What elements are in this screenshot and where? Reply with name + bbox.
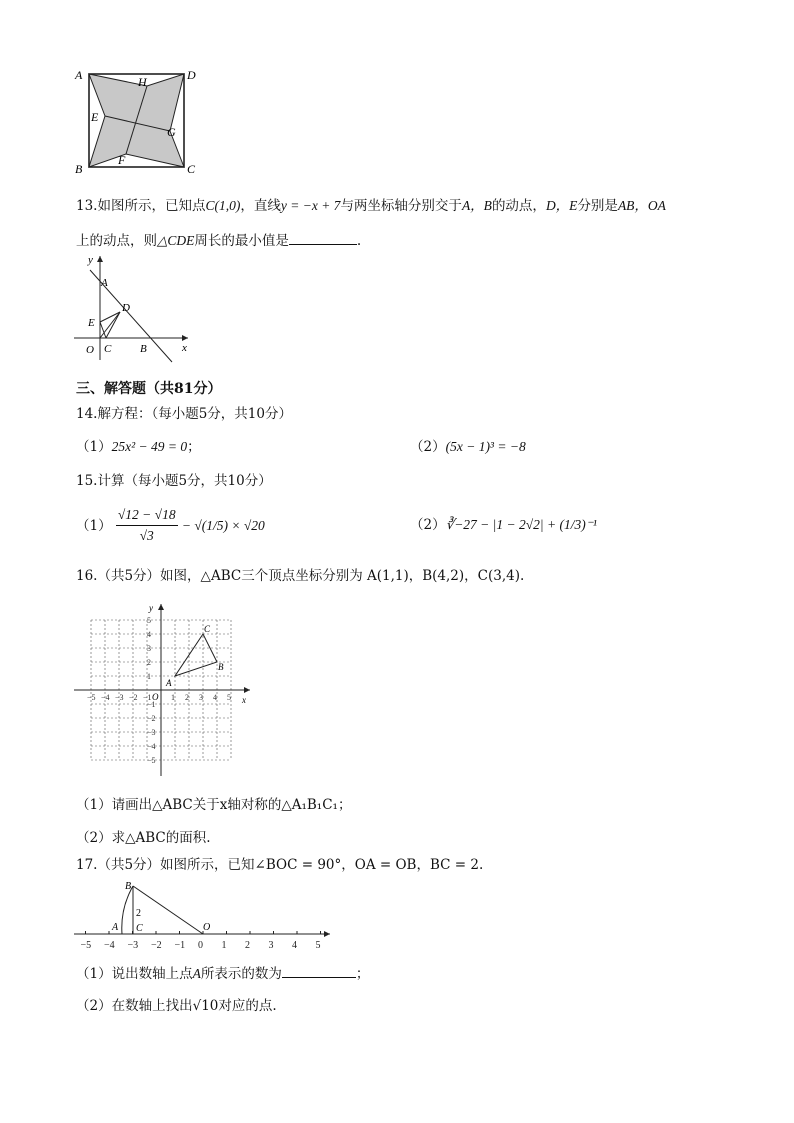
y-tick-label: 3: [147, 644, 151, 653]
svg-text:A: A: [166, 678, 172, 688]
q14-part2: （2）(5x − 1)³ = −8: [410, 439, 526, 455]
svg-text:x: x: [242, 695, 246, 705]
number-line-label: −3: [127, 940, 139, 951]
q13-ab2: AB，OA: [617, 198, 666, 213]
q13-tri: △CDE: [157, 233, 195, 248]
x-tick-label: 4: [213, 693, 217, 702]
svg-text:O: O: [86, 344, 94, 356]
x-tick-label: −2: [129, 693, 138, 702]
q13-line1: [76, 196, 666, 216]
y-tick-label: −5: [147, 756, 156, 765]
triangle-abc: [175, 634, 217, 676]
q17-part2: （2）在数轴上找出√10对应的点.: [76, 998, 277, 1014]
number-line-label: −2: [151, 940, 162, 951]
svg-text:B: B: [218, 662, 224, 672]
q16-title: 16.（共5分）如图，△ABC三个顶点坐标分别为 A(1,1)，B(4,2)，C(3,4).: [76, 568, 525, 584]
number-line-label: 3: [268, 940, 274, 951]
q14-part1: （1）25x² − 49 = 0；: [76, 439, 201, 455]
svg-text:D: D: [122, 302, 130, 314]
q16-part1: （1）请画出△ABC关于x轴对称的△A₁B₁C₁；: [76, 797, 352, 813]
label-c: C: [187, 162, 196, 176]
x-tick-label: 2: [185, 693, 189, 702]
q13-line-eq: y = −x + 7: [280, 198, 341, 213]
label-e: E: [91, 110, 99, 124]
y-tick-label: −2: [147, 714, 156, 723]
svg-text:y: y: [149, 603, 153, 613]
svg-text:B: B: [125, 881, 132, 892]
label-d: D: [187, 68, 196, 82]
q13-line2-prefix: 上的动点，则: [76, 233, 157, 249]
q17-title: 17.（共5分）如图所示，已知∠BOC = 90°，OA = OB，BC = 2.: [76, 857, 484, 873]
square-figure: [70, 64, 200, 179]
q16-part2: （2）求△ABC的面积.: [76, 830, 211, 846]
svg-text:y: y: [88, 254, 93, 266]
y-tick-label: 5: [147, 616, 151, 625]
svg-text:O: O: [152, 692, 159, 702]
q17-number-line-figure: [70, 878, 340, 958]
q15-title: 15.计算（每小题5分，共10分）: [76, 473, 272, 489]
y-tick-label: 2: [147, 658, 151, 667]
number-line-label: −1: [174, 940, 186, 951]
y-tick-label: −1: [147, 700, 156, 709]
q13-answer-blank[interactable]: [289, 230, 357, 245]
q13-point-c: C(1,0): [205, 198, 241, 213]
number-line-label: 0: [198, 940, 203, 951]
svg-text:2: 2: [136, 908, 141, 919]
number-line-label: 2: [245, 940, 250, 951]
svg-text:E: E: [88, 317, 95, 329]
y-tick-label: −3: [147, 728, 156, 737]
q13-mid4: 分别是: [577, 198, 618, 214]
svg-text:O: O: [203, 922, 211, 933]
q13-ab: A，B: [461, 198, 492, 213]
y-tick-label: 1: [147, 672, 151, 681]
x-tick-label: −3: [115, 693, 124, 702]
q15-part2: （2）∛−27 − |1 − 2√2| + (1/3)⁻¹: [410, 517, 597, 533]
q13-mid2: 与两坐标轴分别交于: [340, 198, 462, 214]
number-line-label: 1: [221, 940, 227, 951]
svg-text:x: x: [182, 342, 187, 354]
svg-text:C: C: [136, 923, 143, 934]
q13-end: .: [356, 233, 362, 249]
q17-answer-blank[interactable]: [282, 963, 356, 978]
label-h: H: [138, 75, 147, 89]
number-line-label: −5: [80, 940, 92, 951]
y-tick-label: −4: [147, 742, 156, 751]
label-a: A: [75, 68, 83, 82]
svg-text:B: B: [140, 343, 147, 355]
svg-text:A: A: [112, 922, 119, 933]
section-heading: 三、解答题（共81分）: [76, 381, 222, 397]
svg-text:C: C: [204, 624, 211, 634]
number-line-label: 4: [292, 940, 297, 951]
q13-prefix: 13.如图所示，已知点: [76, 198, 206, 214]
x-tick-label: 3: [199, 693, 203, 702]
svg-text:C: C: [104, 343, 112, 355]
q14-title: 14.解方程：（每小题5分，共10分）: [76, 406, 292, 422]
label-f: F: [118, 153, 126, 167]
label-b: B: [75, 162, 83, 176]
x-tick-label: −1: [143, 693, 152, 702]
x-tick-label: 1: [171, 693, 175, 702]
y-tick-label: 4: [147, 630, 151, 639]
q15-part1: （1） $\frac{√12 - √18}{√3}$ − √(1/5) × √20: [76, 507, 265, 543]
q13-mid1: ，直线: [240, 198, 281, 214]
number-line-label: −4: [104, 940, 115, 951]
x-tick-label: −4: [101, 693, 110, 702]
q13-line2-suffix: 周长的最小值是: [194, 233, 289, 249]
x-tick-label: −5: [87, 693, 96, 702]
q13-figure: [70, 252, 200, 364]
q13-mid3: 的动点，: [491, 198, 546, 214]
q13-line2: [76, 230, 361, 251]
x-tick-label: 5: [227, 693, 231, 702]
svg-text:A: A: [101, 277, 108, 289]
label-g: G: [167, 125, 176, 139]
number-line-label: 5: [315, 940, 321, 951]
q16-grid-figure: [70, 600, 260, 780]
q13-de: D，E: [545, 198, 578, 213]
q17-part1: （1）说出数轴上点A所表示的数为 ；: [76, 963, 369, 984]
